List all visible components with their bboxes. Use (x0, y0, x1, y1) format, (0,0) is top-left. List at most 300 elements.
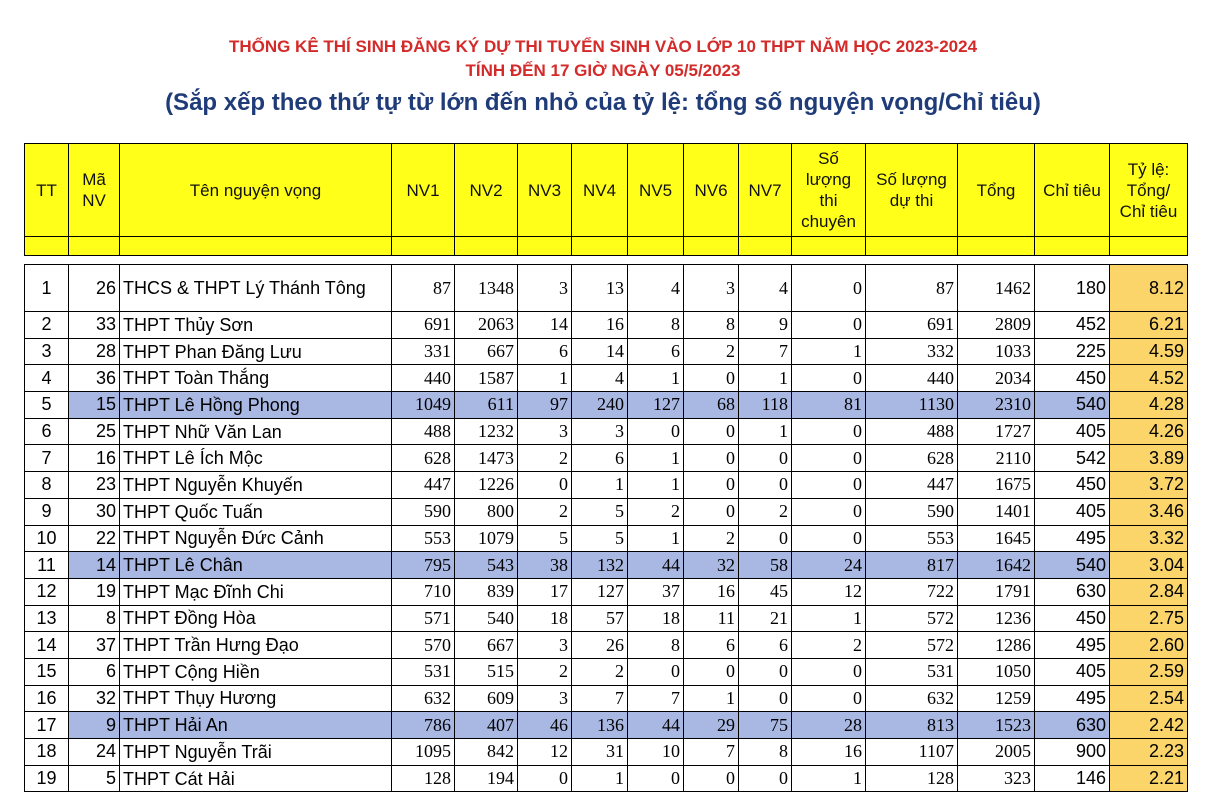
header-ty-le: Tỷ lệ: Tổng/ Chỉ tiêu (1110, 144, 1188, 237)
row-du-thi: 813 (866, 712, 958, 739)
row-name: THPT Nguyễn Khuyến (120, 472, 392, 499)
row-nv2: 611 (455, 392, 518, 419)
row-tong: 323 (958, 765, 1035, 792)
row-du-thi: 447 (866, 472, 958, 499)
row-chi-tieu: 450 (1035, 472, 1110, 499)
row-tong: 1645 (958, 525, 1035, 552)
row-nv4: 57 (572, 605, 628, 632)
row-du-thi: 1130 (866, 392, 958, 419)
row-tt: 1 (25, 265, 69, 312)
row-nv2: 1473 (455, 445, 518, 472)
row-tt: 18 (25, 739, 69, 766)
row-nv1: 531 (392, 658, 455, 685)
row-du-thi: 722 (866, 578, 958, 605)
header-nv1: NV1 (392, 144, 455, 237)
row-thi-chuyen: 0 (792, 525, 866, 552)
row-name: THPT Quốc Tuấn (120, 498, 392, 525)
row-du-thi: 632 (866, 685, 958, 712)
row-name: THPT Thủy Sơn (120, 312, 392, 339)
row-chi-tieu: 900 (1035, 739, 1110, 766)
row-ma-nv: 32 (69, 685, 120, 712)
row-nv6: 1 (684, 685, 739, 712)
header-du-thi: Số lượng dự thi (866, 144, 958, 237)
spacer-row (25, 256, 1188, 265)
row-nv5: 44 (628, 712, 684, 739)
row-name: THPT Phan Đăng Lưu (120, 338, 392, 365)
row-nv7: 8 (739, 739, 792, 766)
row-nv3: 0 (518, 472, 572, 499)
table-row (25, 265, 1188, 312)
row-nv1: 571 (392, 605, 455, 632)
row-nv6: 16 (684, 578, 739, 605)
row-thi-chuyen: 0 (792, 265, 866, 312)
row-nv2: 543 (455, 552, 518, 579)
row-nv7: 0 (739, 658, 792, 685)
row-thi-chuyen: 0 (792, 418, 866, 445)
row-nv1: 710 (392, 578, 455, 605)
row-tt: 5 (25, 392, 69, 419)
row-nv4: 136 (572, 712, 628, 739)
row-nv3: 18 (518, 605, 572, 632)
row-ty-le: 4.52 (1110, 365, 1188, 392)
row-nv5: 1 (628, 365, 684, 392)
row-nv4: 132 (572, 552, 628, 579)
table-row (25, 578, 1188, 605)
row-nv6: 29 (684, 712, 739, 739)
row-nv1: 440 (392, 365, 455, 392)
row-nv4: 2 (572, 658, 628, 685)
row-name: THPT Lê Hồng Phong (120, 392, 392, 419)
row-nv3: 3 (518, 685, 572, 712)
row-nv1: 632 (392, 685, 455, 712)
row-nv3: 3 (518, 265, 572, 312)
row-nv2: 609 (455, 685, 518, 712)
row-du-thi: 572 (866, 632, 958, 659)
row-nv6: 2 (684, 338, 739, 365)
header-tong: Tổng (958, 144, 1035, 237)
row-tt: 8 (25, 472, 69, 499)
row-tong: 1033 (958, 338, 1035, 365)
row-tt: 16 (25, 685, 69, 712)
row-chi-tieu: 450 (1035, 605, 1110, 632)
row-nv6: 0 (684, 365, 739, 392)
row-tong: 2034 (958, 365, 1035, 392)
row-nv7: 2 (739, 498, 792, 525)
row-nv4: 14 (572, 338, 628, 365)
row-du-thi: 87 (866, 265, 958, 312)
row-nv3: 5 (518, 525, 572, 552)
row-du-thi: 817 (866, 552, 958, 579)
row-thi-chuyen: 2 (792, 632, 866, 659)
row-chi-tieu: 405 (1035, 418, 1110, 445)
row-nv4: 31 (572, 739, 628, 766)
row-chi-tieu: 540 (1035, 392, 1110, 419)
row-tong: 2005 (958, 739, 1035, 766)
row-nv3: 3 (518, 632, 572, 659)
header-chi-tieu: Chỉ tiêu (1035, 144, 1110, 237)
row-ty-le: 2.54 (1110, 685, 1188, 712)
row-ma-nv: 6 (69, 658, 120, 685)
row-thi-chuyen: 0 (792, 445, 866, 472)
row-name: THCS & THPT Lý Thánh Tông (120, 265, 392, 312)
registration-table (24, 143, 1188, 792)
row-tt: 10 (25, 525, 69, 552)
row-nv5: 1 (628, 472, 684, 499)
row-nv7: 0 (739, 765, 792, 792)
row-nv7: 1 (739, 365, 792, 392)
row-thi-chuyen: 24 (792, 552, 866, 579)
header-blank-row (25, 237, 1188, 256)
row-nv3: 6 (518, 338, 572, 365)
row-nv5: 1 (628, 445, 684, 472)
row-nv5: 0 (628, 765, 684, 792)
row-nv7: 4 (739, 265, 792, 312)
row-du-thi: 590 (866, 498, 958, 525)
row-tong: 1462 (958, 265, 1035, 312)
row-nv1: 628 (392, 445, 455, 472)
row-tong: 1675 (958, 472, 1035, 499)
row-nv4: 26 (572, 632, 628, 659)
row-name: THPT Nguyễn Trãi (120, 739, 392, 766)
row-name: THPT Cộng Hiền (120, 658, 392, 685)
row-nv1: 128 (392, 765, 455, 792)
row-thi-chuyen: 28 (792, 712, 866, 739)
row-nv3: 2 (518, 658, 572, 685)
table-row (25, 552, 1188, 579)
row-name: THPT Đồng Hòa (120, 605, 392, 632)
row-tong: 1236 (958, 605, 1035, 632)
row-nv4: 240 (572, 392, 628, 419)
row-nv5: 1 (628, 525, 684, 552)
row-ma-nv: 37 (69, 632, 120, 659)
row-chi-tieu: 495 (1035, 685, 1110, 712)
header-thi-chuyen: Số lượng thi chuyên (792, 144, 866, 237)
row-nv3: 2 (518, 445, 572, 472)
row-ty-le: 4.59 (1110, 338, 1188, 365)
row-tong: 1523 (958, 712, 1035, 739)
row-nv4: 127 (572, 578, 628, 605)
row-tt: 12 (25, 578, 69, 605)
row-tt: 17 (25, 712, 69, 739)
row-nv4: 5 (572, 498, 628, 525)
row-nv2: 1587 (455, 365, 518, 392)
row-chi-tieu: 542 (1035, 445, 1110, 472)
row-tt: 2 (25, 312, 69, 339)
row-nv3: 0 (518, 765, 572, 792)
row-nv1: 590 (392, 498, 455, 525)
row-nv5: 44 (628, 552, 684, 579)
row-nv3: 46 (518, 712, 572, 739)
table-body (25, 256, 1188, 792)
row-ma-nv: 9 (69, 712, 120, 739)
row-nv2: 194 (455, 765, 518, 792)
row-ma-nv: 8 (69, 605, 120, 632)
row-nv7: 118 (739, 392, 792, 419)
row-ma-nv: 15 (69, 392, 120, 419)
table-row (25, 605, 1188, 632)
row-nv5: 8 (628, 312, 684, 339)
row-nv2: 515 (455, 658, 518, 685)
row-du-thi: 553 (866, 525, 958, 552)
row-ma-nv: 22 (69, 525, 120, 552)
table-row (25, 525, 1188, 552)
row-tong: 1259 (958, 685, 1035, 712)
row-nv7: 21 (739, 605, 792, 632)
row-nv5: 0 (628, 418, 684, 445)
table-row (25, 498, 1188, 525)
row-nv7: 0 (739, 525, 792, 552)
sort-note: (Sắp xếp theo thứ tự từ lớn đến nhỏ của tỷ lệ: tổng số nguyện vọng/Chỉ tiêu) (165, 89, 1041, 116)
row-nv7: 7 (739, 338, 792, 365)
row-chi-tieu: 450 (1035, 365, 1110, 392)
row-tt: 19 (25, 765, 69, 792)
table-row (25, 365, 1188, 392)
row-name: THPT Toàn Thắng (120, 365, 392, 392)
row-ma-nv: 26 (69, 265, 120, 312)
row-tong: 1642 (958, 552, 1035, 579)
row-nv1: 691 (392, 312, 455, 339)
row-nv7: 45 (739, 578, 792, 605)
row-nv1: 795 (392, 552, 455, 579)
table-row (25, 392, 1188, 419)
row-tt: 4 (25, 365, 69, 392)
header-tt: TT (25, 144, 69, 237)
row-ty-le: 2.42 (1110, 712, 1188, 739)
table-row (25, 418, 1188, 445)
row-nv5: 6 (628, 338, 684, 365)
row-tt: 7 (25, 445, 69, 472)
row-thi-chuyen: 16 (792, 739, 866, 766)
row-tt: 11 (25, 552, 69, 579)
table-row (25, 685, 1188, 712)
header-name: Tên nguyện vọng (120, 144, 392, 237)
row-nv6: 0 (684, 445, 739, 472)
row-nv2: 540 (455, 605, 518, 632)
row-nv4: 7 (572, 685, 628, 712)
row-thi-chuyen: 0 (792, 472, 866, 499)
row-du-thi: 531 (866, 658, 958, 685)
row-nv3: 2 (518, 498, 572, 525)
row-nv6: 11 (684, 605, 739, 632)
table-row (25, 338, 1188, 365)
row-thi-chuyen: 0 (792, 498, 866, 525)
row-du-thi: 572 (866, 605, 958, 632)
row-thi-chuyen: 81 (792, 392, 866, 419)
table-row (25, 312, 1188, 339)
report-title: THỐNG KÊ THÍ SINH ĐĂNG KÝ DỰ THI TUYỂN SINH VÀO LỚP 10 THPT NĂM HỌC 2023-2024 (228, 37, 978, 56)
table-row (25, 739, 1188, 766)
row-nv1: 1095 (392, 739, 455, 766)
row-du-thi: 488 (866, 418, 958, 445)
row-nv3: 38 (518, 552, 572, 579)
row-nv1: 570 (392, 632, 455, 659)
row-nv2: 1348 (455, 265, 518, 312)
row-ma-nv: 14 (69, 552, 120, 579)
row-nv4: 13 (572, 265, 628, 312)
row-thi-chuyen: 0 (792, 658, 866, 685)
row-nv1: 447 (392, 472, 455, 499)
row-ma-nv: 16 (69, 445, 120, 472)
row-nv2: 842 (455, 739, 518, 766)
row-thi-chuyen: 12 (792, 578, 866, 605)
header-nv7: NV7 (739, 144, 792, 237)
row-chi-tieu: 630 (1035, 578, 1110, 605)
table-row (25, 765, 1188, 792)
row-chi-tieu: 452 (1035, 312, 1110, 339)
row-tt: 6 (25, 418, 69, 445)
row-ty-le: 4.28 (1110, 392, 1188, 419)
row-tt: 14 (25, 632, 69, 659)
row-nv7: 58 (739, 552, 792, 579)
row-ty-le: 6.21 (1110, 312, 1188, 339)
row-du-thi: 440 (866, 365, 958, 392)
row-ty-le: 3.89 (1110, 445, 1188, 472)
row-ma-nv: 25 (69, 418, 120, 445)
table-row (25, 472, 1188, 499)
row-ty-le: 3.32 (1110, 525, 1188, 552)
row-nv3: 12 (518, 739, 572, 766)
row-chi-tieu: 540 (1035, 552, 1110, 579)
row-nv6: 8 (684, 312, 739, 339)
row-nv6: 0 (684, 765, 739, 792)
row-nv3: 3 (518, 418, 572, 445)
header-nv2: NV2 (455, 144, 518, 237)
row-du-thi: 691 (866, 312, 958, 339)
row-name: THPT Lê Chân (120, 552, 392, 579)
row-nv2: 2063 (455, 312, 518, 339)
row-nv4: 6 (572, 445, 628, 472)
row-nv7: 0 (739, 685, 792, 712)
header-ma-nv: Mã NV (69, 144, 120, 237)
row-ma-nv: 23 (69, 472, 120, 499)
row-nv2: 839 (455, 578, 518, 605)
row-nv6: 2 (684, 525, 739, 552)
row-ty-le: 4.26 (1110, 418, 1188, 445)
row-nv2: 1226 (455, 472, 518, 499)
row-nv3: 97 (518, 392, 572, 419)
row-ma-nv: 28 (69, 338, 120, 365)
row-ty-le: 2.60 (1110, 632, 1188, 659)
table-row (25, 632, 1188, 659)
row-nv6: 7 (684, 739, 739, 766)
row-name: THPT Thụy Hương (120, 685, 392, 712)
row-chi-tieu: 225 (1035, 338, 1110, 365)
row-ma-nv: 30 (69, 498, 120, 525)
row-nv1: 1049 (392, 392, 455, 419)
row-chi-tieu: 146 (1035, 765, 1110, 792)
row-nv5: 2 (628, 498, 684, 525)
row-nv6: 0 (684, 658, 739, 685)
table-header (25, 144, 1188, 256)
row-du-thi: 128 (866, 765, 958, 792)
row-ty-le: 2.75 (1110, 605, 1188, 632)
report-date: TÍNH ĐẾN 17 GIỜ NGÀY 05/5/2023 (465, 61, 741, 80)
row-nv4: 1 (572, 765, 628, 792)
row-nv1: 488 (392, 418, 455, 445)
row-nv7: 6 (739, 632, 792, 659)
row-nv6: 6 (684, 632, 739, 659)
row-ty-le: 2.21 (1110, 765, 1188, 792)
row-ma-nv: 19 (69, 578, 120, 605)
header-nv5: NV5 (628, 144, 684, 237)
row-nv7: 1 (739, 418, 792, 445)
row-nv5: 7 (628, 685, 684, 712)
table-row (25, 445, 1188, 472)
row-ma-nv: 33 (69, 312, 120, 339)
row-ty-le: 3.04 (1110, 552, 1188, 579)
row-thi-chuyen: 1 (792, 338, 866, 365)
row-tong: 2110 (958, 445, 1035, 472)
header-nv4: NV4 (572, 144, 628, 237)
row-thi-chuyen: 0 (792, 685, 866, 712)
row-nv3: 17 (518, 578, 572, 605)
row-chi-tieu: 180 (1035, 265, 1110, 312)
row-nv1: 331 (392, 338, 455, 365)
row-ma-nv: 24 (69, 739, 120, 766)
row-nv5: 0 (628, 658, 684, 685)
row-name: THPT Hải An (120, 712, 392, 739)
row-tong: 1050 (958, 658, 1035, 685)
row-ty-le: 8.12 (1110, 265, 1188, 312)
row-nv5: 127 (628, 392, 684, 419)
row-nv1: 553 (392, 525, 455, 552)
row-nv5: 8 (628, 632, 684, 659)
row-chi-tieu: 495 (1035, 525, 1110, 552)
row-nv1: 786 (392, 712, 455, 739)
row-nv4: 1 (572, 472, 628, 499)
row-nv2: 667 (455, 632, 518, 659)
row-thi-chuyen: 0 (792, 312, 866, 339)
row-name: THPT Lê Ích Mộc (120, 445, 392, 472)
row-nv4: 16 (572, 312, 628, 339)
row-ty-le: 2.59 (1110, 658, 1188, 685)
row-name: THPT Cát Hải (120, 765, 392, 792)
row-nv6: 0 (684, 498, 739, 525)
row-nv7: 0 (739, 472, 792, 499)
row-nv5: 37 (628, 578, 684, 605)
row-ty-le: 3.72 (1110, 472, 1188, 499)
row-du-thi: 628 (866, 445, 958, 472)
row-nv3: 1 (518, 365, 572, 392)
header-nv3: NV3 (518, 144, 572, 237)
row-nv2: 800 (455, 498, 518, 525)
row-chi-tieu: 630 (1035, 712, 1110, 739)
row-nv5: 4 (628, 265, 684, 312)
row-nv6: 0 (684, 472, 739, 499)
row-chi-tieu: 405 (1035, 658, 1110, 685)
header-nv6: NV6 (684, 144, 739, 237)
row-tong: 1791 (958, 578, 1035, 605)
row-nv2: 667 (455, 338, 518, 365)
row-nv7: 9 (739, 312, 792, 339)
row-name: THPT Mạc Đĩnh Chi (120, 578, 392, 605)
row-tt: 3 (25, 338, 69, 365)
row-ma-nv: 5 (69, 765, 120, 792)
row-nv7: 0 (739, 445, 792, 472)
row-name: THPT Trần Hưng Đạo (120, 632, 392, 659)
row-tong: 1286 (958, 632, 1035, 659)
row-chi-tieu: 495 (1035, 632, 1110, 659)
row-thi-chuyen: 0 (792, 365, 866, 392)
row-nv7: 75 (739, 712, 792, 739)
row-nv5: 18 (628, 605, 684, 632)
row-tong: 1727 (958, 418, 1035, 445)
row-nv3: 14 (518, 312, 572, 339)
row-du-thi: 1107 (866, 739, 958, 766)
row-tong: 2310 (958, 392, 1035, 419)
row-ty-le: 3.46 (1110, 498, 1188, 525)
table-row (25, 658, 1188, 685)
